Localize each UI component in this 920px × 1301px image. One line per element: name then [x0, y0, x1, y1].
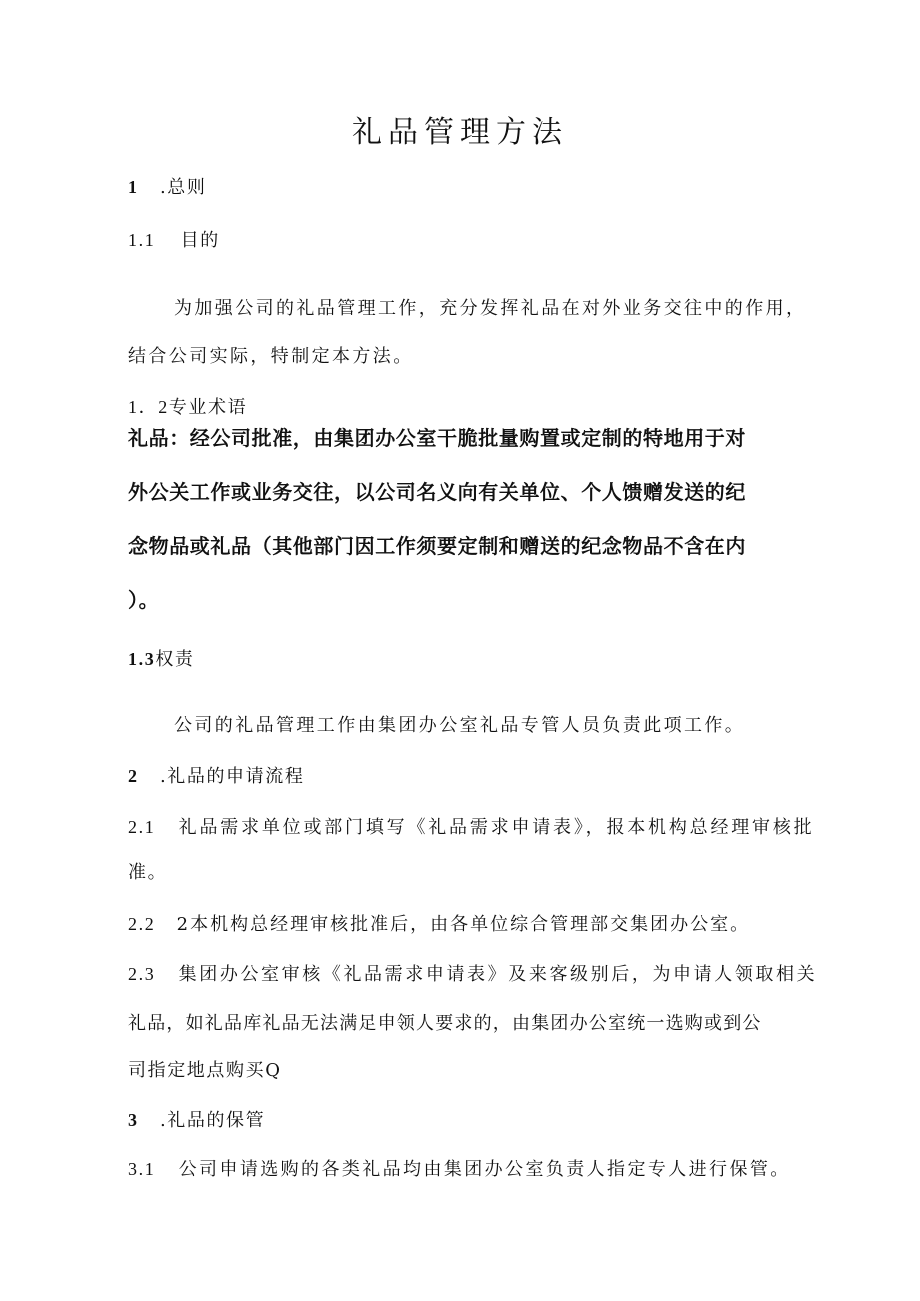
clause-continuation: 礼品，如礼品库礼品无法满足申领人要求的，由集团办公室统一选购或到公	[128, 1013, 762, 1034]
section-label: .总则	[159, 177, 207, 198]
document-title: 礼品管理方法	[352, 115, 568, 150]
section-heading-storage	[128, 1108, 265, 1133]
bold-paragraph-line: 礼品：经公司批准，由集团办公室干脆批量购置或定制的特地用于对	[128, 426, 746, 450]
clause-continuation: 准。	[128, 862, 168, 883]
section-heading-general	[128, 175, 206, 200]
clause-text: 2本机构总经理审核批准后，由各单位综合管理部交集团办公室。	[176, 914, 751, 935]
subsection-heading-purpose	[128, 228, 220, 253]
clause-3-1	[128, 1157, 791, 1182]
section-heading-application	[128, 764, 304, 789]
paragraph-line: 为加强公司的礼品管理工作，充分发挥礼品在对外业务交往中的作用，	[174, 298, 807, 319]
section-number: 3	[128, 1110, 139, 1130]
paragraph-line: 公司的礼品管理工作由集团办公室礼品专管人员负责此项工作。	[174, 715, 746, 736]
subsection-number: 1.3	[128, 649, 156, 669]
clause-number: 2.3	[128, 964, 156, 984]
subsection-heading-terms	[128, 395, 247, 420]
bold-paragraph-line: ）。	[128, 588, 160, 612]
clause-text: 礼品需求单位或部门填写《礼品需求申请表》，报本机构总经理审核批	[178, 817, 815, 838]
section-label: .礼品的保管	[159, 1110, 266, 1131]
section-number: 2	[128, 766, 139, 786]
clause-number: 2.2	[128, 914, 156, 934]
clause-number: 3.1	[128, 1159, 156, 1179]
clause-2-1	[128, 815, 814, 840]
bold-paragraph-line: 念物品或礼品（其他部门因工作须要定制和赠送的纪念物品不含在内	[128, 534, 746, 558]
subsection-label: 权责	[155, 649, 195, 670]
subsection-label: 专业术语	[168, 397, 248, 418]
clause-text: 集团办公室审核《礼品需求申请表》及来客级别后，为申请人领取相关	[178, 964, 818, 985]
subsection-number: 1．2	[128, 397, 169, 417]
section-label: .礼品的申请流程	[159, 766, 305, 787]
subsection-number: 1.1	[128, 230, 156, 250]
subsection-heading-responsibility	[128, 647, 195, 672]
clause-number: 2.1	[128, 817, 156, 837]
clause-continuation: 司指定地点购买Q	[128, 1060, 282, 1081]
clause-2-2	[128, 912, 750, 937]
clause-text: 公司申请选购的各类礼品均由集团办公室负责人指定专人进行保管。	[178, 1159, 791, 1180]
bold-paragraph-line: 外公关工作或业务交往，以公司名义向有关单位、个人馈赠发送的纪	[128, 480, 746, 504]
clause-2-3	[128, 962, 817, 987]
paragraph-line: 结合公司实际，特制定本方法。	[128, 346, 414, 367]
section-number: 1	[128, 177, 139, 197]
subsection-label: 目的	[180, 230, 220, 251]
